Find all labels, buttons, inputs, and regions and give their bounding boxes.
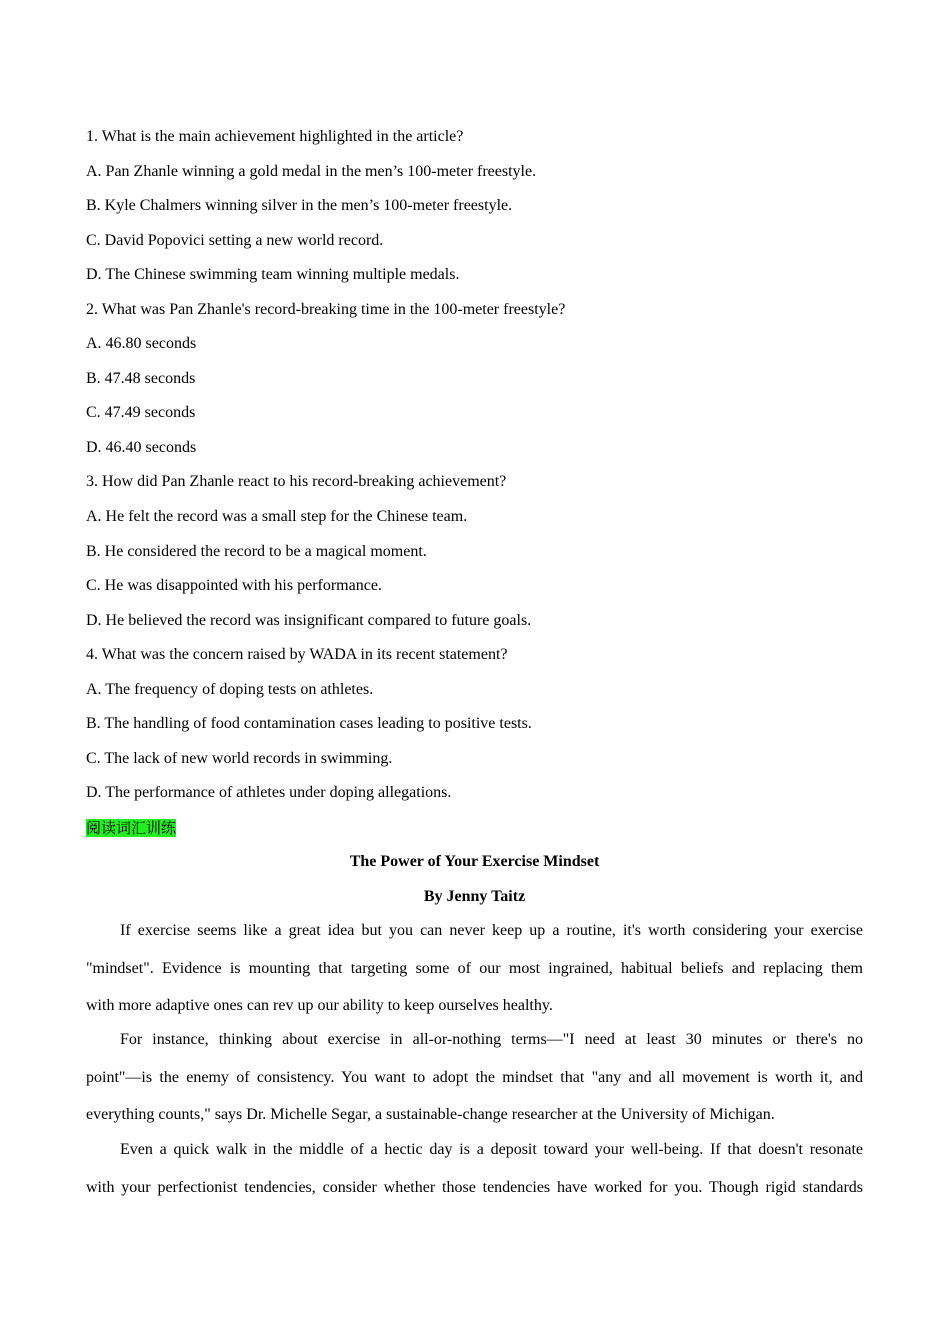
section-label xyxy=(86,818,176,838)
option-2c: C. 47.49 seconds xyxy=(86,404,196,422)
article-title: The Power of Your Exercise Mindset xyxy=(349,853,600,870)
option-4c: C. The lack of new world records in swimming. xyxy=(86,749,393,767)
option-3d: D. He believed the record was insignificant compared to future goals. xyxy=(86,611,532,629)
paragraph-line: with your perfectionist tendencies, consider whether those tendencies have worked for you. Though rigid standards xyxy=(86,1178,863,1196)
paragraph-line: point"—is the enemy of consistency. You want to adopt the mindset that "any and all movement is worth it, and xyxy=(86,1068,863,1086)
option-1b: B. Kyle Chalmers winning silver in the men’s 100-meter freestyle. xyxy=(86,197,513,215)
article-author: By Jenny Taitz xyxy=(423,888,526,905)
option-4a: A. The frequency of doping tests on athletes. xyxy=(86,680,374,698)
paragraph-line: For instance, thinking about exercise in all-or-nothing terms—"I need at least 30 minutes or there's no xyxy=(120,1031,863,1048)
paragraph-line: Even a quick walk in the middle of a hectic day is a deposit toward your well-being. If that doesn't resonate xyxy=(120,1141,863,1158)
option-4b: B. The handling of food contamination cases leading to positive tests. xyxy=(86,715,532,733)
option-3b: B. He considered the record to be a magical moment. xyxy=(86,542,427,560)
section-label-text: 阅读词汇训练 xyxy=(86,819,177,837)
paragraph-2 xyxy=(86,1021,863,1134)
paragraph-1 xyxy=(86,912,863,1025)
option-1d: D. The Chinese swimming team winning multiple medals. xyxy=(86,266,460,284)
option-3a: A. He felt the record was a small step for the Chinese team. xyxy=(86,508,468,526)
question-3: 3. How did Pan Zhanle react to his record-breaking achievement? xyxy=(86,473,507,491)
paragraph-line: If exercise seems like a great idea but you can never keep up a routine, it's worth considering your exercise xyxy=(120,922,863,939)
paragraph-3 xyxy=(86,1131,863,1206)
paragraph-line: "mindset". Evidence is mounting that targeting some of our most ingrained, habitual beliefs and replacing them xyxy=(86,959,863,977)
option-1c: C. David Popovici setting a new world record. xyxy=(86,231,384,249)
option-2d: D. 46.40 seconds xyxy=(86,438,197,456)
question-4: 4. What was the concern raised by WADA in its recent statement? xyxy=(86,646,508,664)
paragraph-line: everything counts," says Dr. Michelle Segar, a sustainable-change researcher at the University of Michigan. xyxy=(86,1106,775,1123)
option-2a: A. 46.80 seconds xyxy=(86,335,197,353)
option-4d: D. The performance of athletes under doping allegations. xyxy=(86,784,452,802)
paragraph-line: with more adaptive ones can rev up our ability to keep ourselves healthy. xyxy=(86,997,553,1014)
option-2b: B. 47.48 seconds xyxy=(86,369,196,387)
option-1a: A. Pan Zhanle winning a gold medal in the men’s 100-meter freestyle. xyxy=(86,162,537,180)
question-list xyxy=(86,120,863,811)
question-2: 2. What was Pan Zhanle's record-breaking time in the 100-meter freestyle? xyxy=(86,300,566,318)
question-1: 1. What is the main achievement highlighted in the article? xyxy=(86,128,464,145)
option-3c: C. He was disappointed with his performance. xyxy=(86,577,382,595)
